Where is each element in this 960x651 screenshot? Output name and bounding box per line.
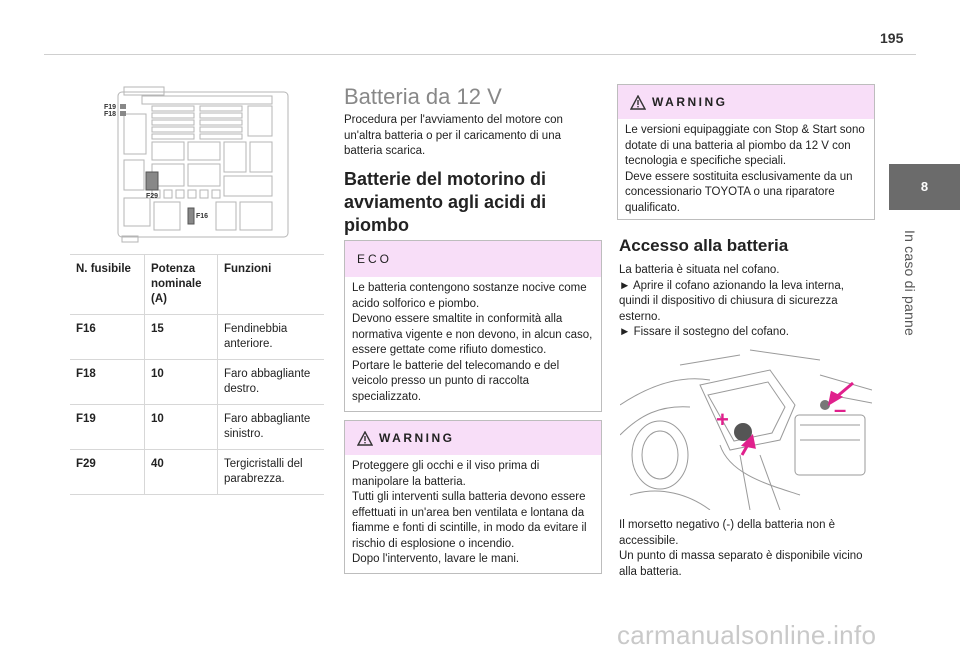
page-number: 195	[880, 30, 904, 46]
cell-rating: 10	[145, 405, 218, 450]
eco-text: Le batteria contengono sostanze nocive come acido solforico e piombo. Devono essere smaltite in conformità alla normativa vigente e non devono, in alcun caso, essere gettate come rifiuto domestico. Portare le batterie del telecomando e del veicolo presso un punto di raccolta specializzato.	[352, 282, 593, 403]
positive-terminal-label: +	[716, 407, 729, 432]
cell-function: Tergicristalli del parabrezza.	[218, 450, 325, 495]
battery-caption: Il morsetto negativo (-) della batteria non è accessibile. Un punto di massa separato è disponibile vicino alla batteria.	[619, 519, 863, 578]
access-text: La batteria è situata nel cofano. ► Aprire il cofano azionando la leva interna, quindi il dispositivo di chiusura di sicurezza esterno. ► Fissare il sostegno del cofano.	[619, 264, 844, 338]
cell-rating: 15	[145, 315, 218, 360]
warning-header	[618, 85, 874, 119]
warning-header	[345, 421, 601, 455]
warning-text: Le versioni equipaggiate con Stop & Start sono dotate di una batteria al piombo da 12 V con tecnologia e specifiche speciali. Deve essere sostituita esclusivamente da un concessionario TOYOTA o una riparatore qualificato.	[625, 124, 865, 214]
cell-fuse: F16	[70, 315, 145, 360]
col-header-function: Funzioni	[218, 255, 325, 315]
col-header-fuse: N. fusibile	[70, 255, 145, 315]
chapter-tab[interactable]: 8	[889, 164, 960, 210]
cell-fuse: F29	[70, 450, 145, 495]
cell-fuse: F19	[70, 405, 145, 450]
battery-engine-illustration	[620, 345, 872, 510]
label-f16: F16	[196, 213, 209, 220]
table-row	[70, 450, 324, 495]
cell-fuse: F18	[70, 360, 145, 405]
fuse-table	[70, 254, 324, 495]
warning-box-2	[617, 84, 875, 220]
label-f29: F29	[146, 193, 159, 200]
table-row	[70, 405, 324, 450]
label-f18: F18	[104, 111, 117, 118]
battery-intro: Procedura per l'avviamento del motore con un'altra batteria o per il caricamento di una batteria scarica.	[344, 114, 563, 157]
warning-box-1	[344, 420, 602, 574]
section-title-lead-acid: Batterie del motorino di avviamento agli acidi di piombo	[344, 169, 547, 235]
cell-rating: 10	[145, 360, 218, 405]
cell-rating: 40	[145, 450, 218, 495]
warning-title: WARNING	[652, 95, 728, 109]
col-header-rating: Potenza nominale (A)	[145, 255, 218, 315]
watermark: carmanualsonline.info	[617, 620, 877, 650]
negative-terminal-label: –	[834, 397, 847, 422]
warning-triangle-icon	[357, 431, 373, 446]
warning-triangle-icon	[630, 95, 646, 110]
table-row	[70, 360, 324, 405]
chapter-label: In caso di panne	[902, 230, 918, 336]
fuse-box-diagram	[96, 84, 294, 244]
eco-title: ECO	[345, 241, 601, 277]
cell-function: Faro abbagliante destro.	[218, 360, 325, 405]
warning-title: WARNING	[379, 431, 455, 445]
cell-function: Faro abbagliante sinistro.	[218, 405, 325, 450]
cell-function: Fendinebbia anteriore.	[218, 315, 325, 360]
section-title-battery: Batteria da 12 V	[344, 84, 502, 109]
top-divider	[44, 54, 916, 55]
section-title-access: Accesso alla batteria	[619, 236, 789, 255]
warning-text: Proteggere gli occhi e il viso prima di manipolare la batteria. Tutti gli interventi sulla batteria devono essere effettuati in un'area ben ventilata e lontana da fiamme e fonti di scintille, in modo da evitare il rischio di esplosione o incendio. Dopo l'intervento, lavare le mani.	[352, 460, 587, 565]
table-row	[70, 315, 324, 360]
label-f19: F19	[104, 104, 117, 111]
eco-box	[344, 240, 602, 412]
table-header-row	[70, 255, 324, 315]
